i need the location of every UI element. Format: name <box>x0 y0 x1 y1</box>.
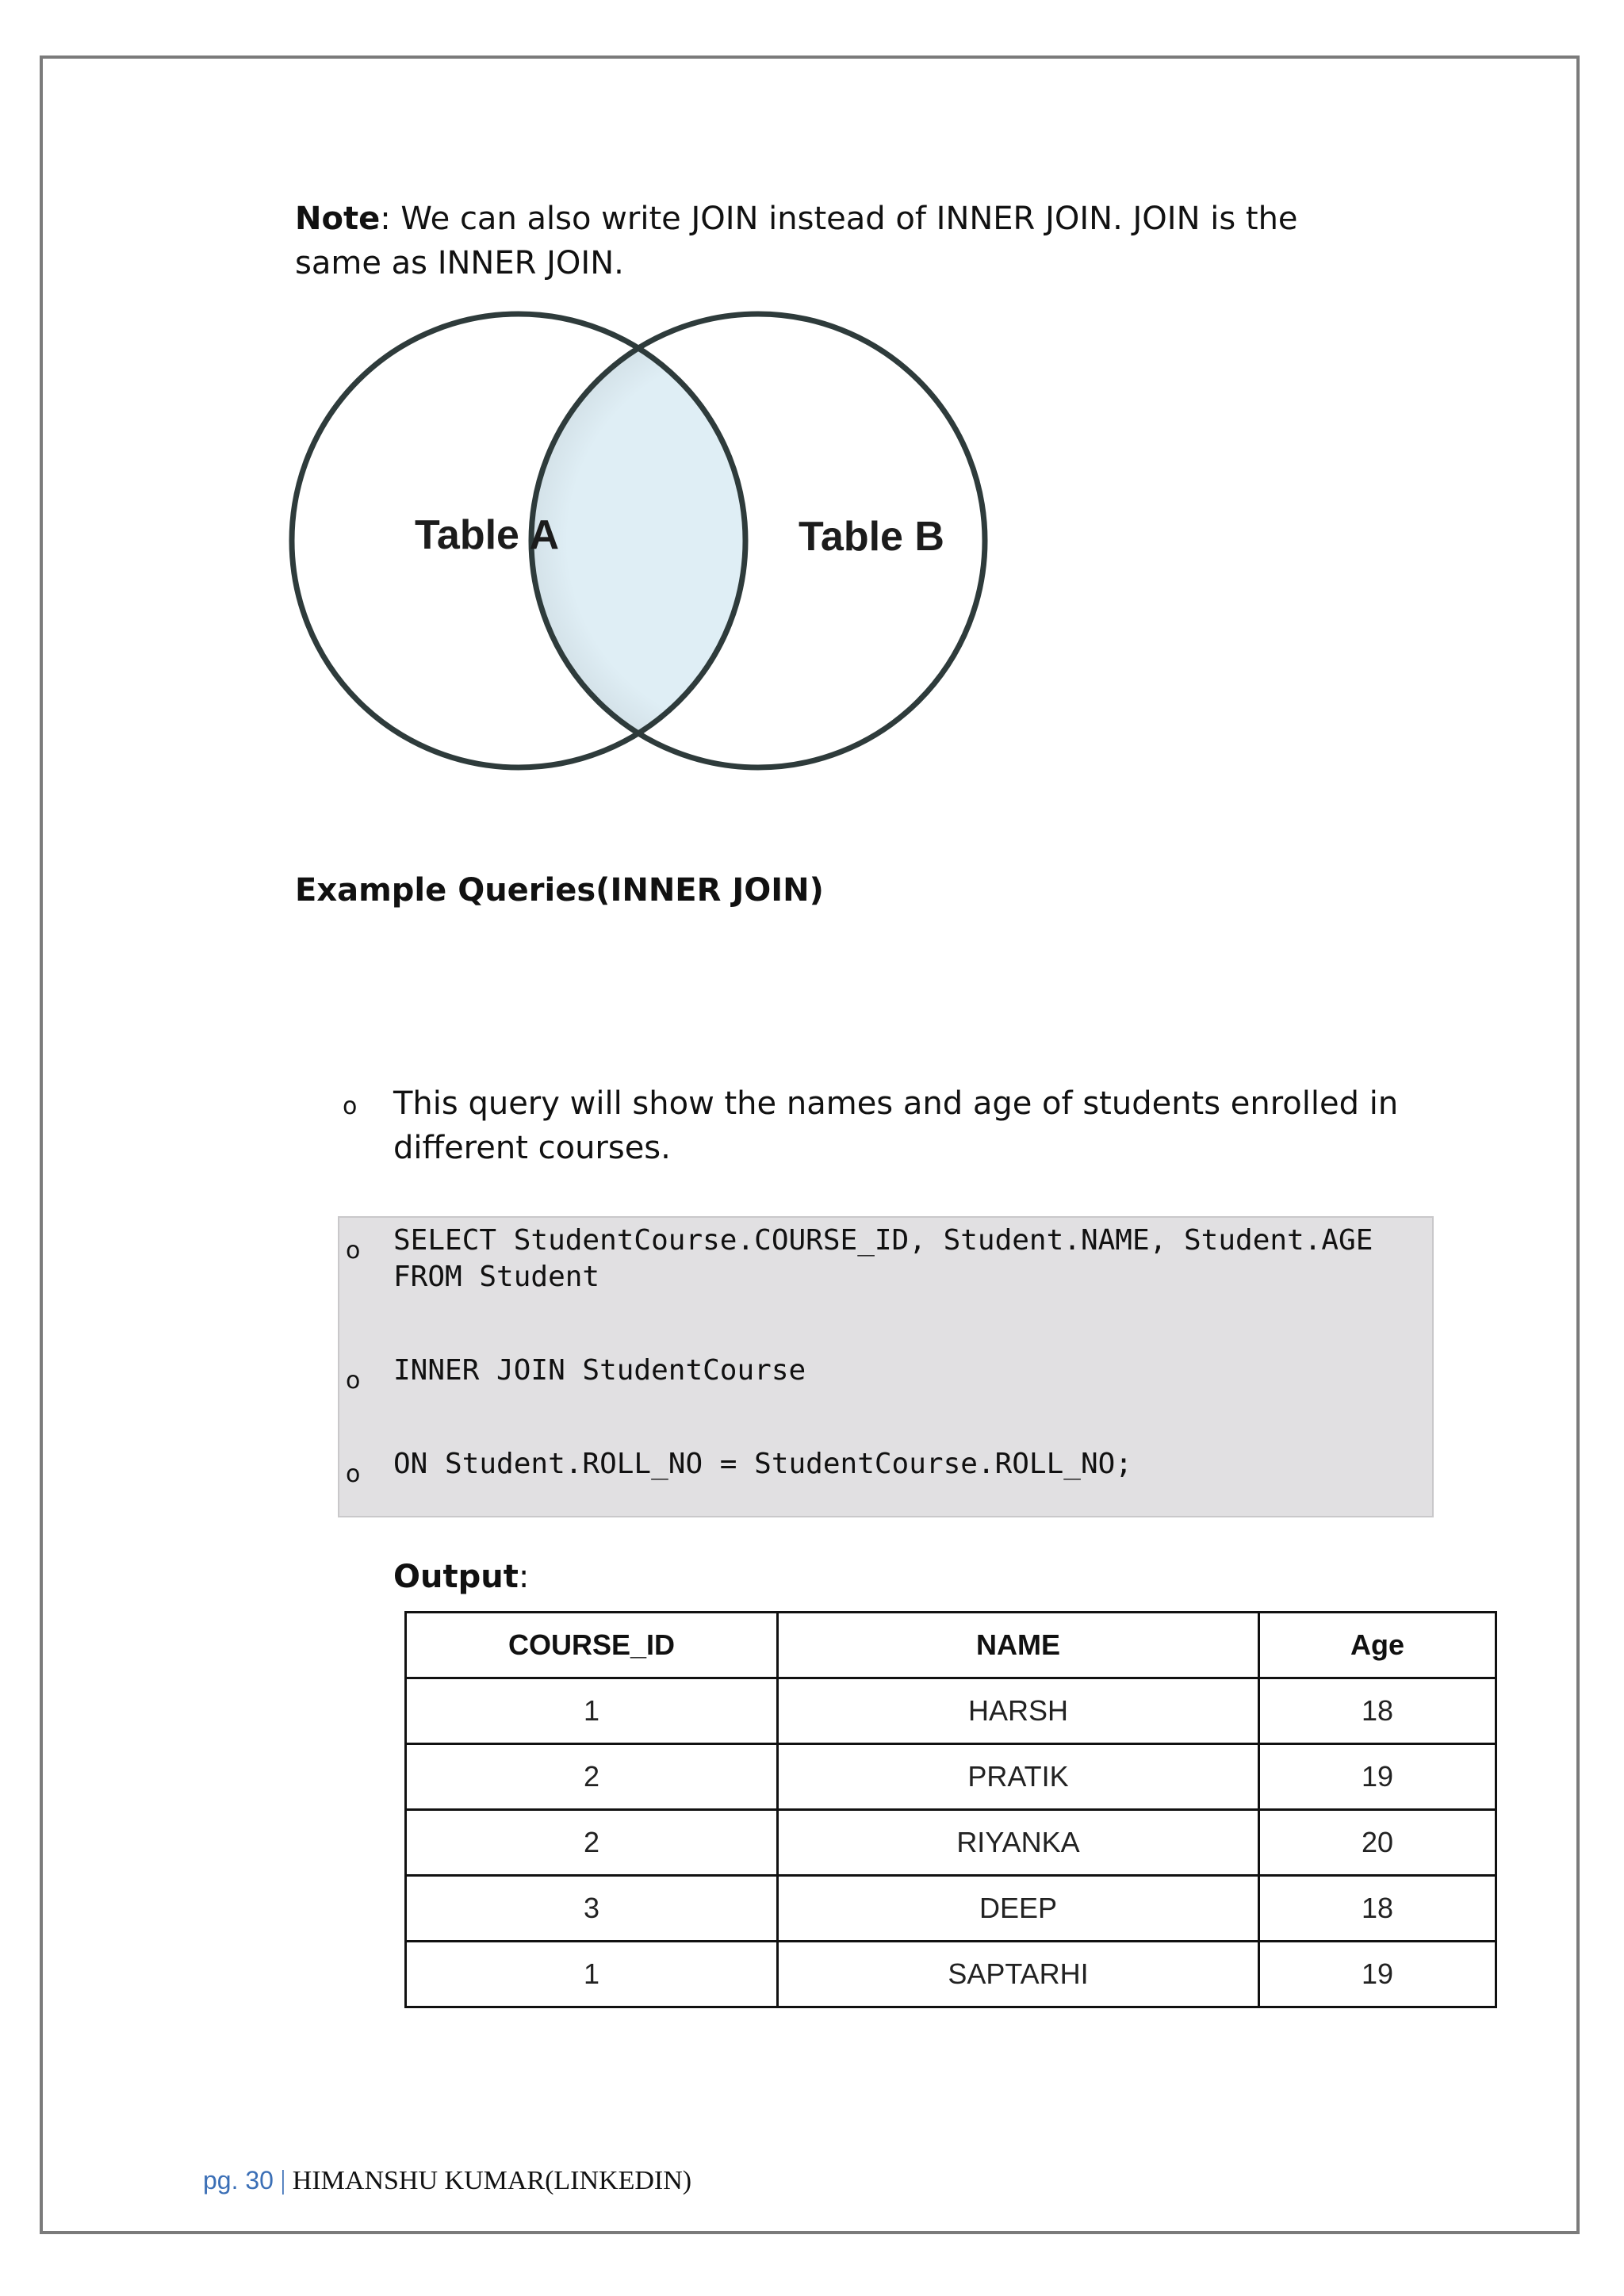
code-marker: o <box>346 1367 361 1395</box>
note-paragraph <box>295 197 1389 285</box>
footer-separator: | <box>280 2166 286 2195</box>
note-label: Note <box>295 201 381 237</box>
table-cell-age: 19 <box>1259 1942 1496 2007</box>
table-cell-age: 20 <box>1259 1810 1496 1876</box>
code-marker: o <box>346 1460 361 1488</box>
table-cell-age: 18 <box>1259 1678 1496 1744</box>
venn-diagram <box>285 301 999 793</box>
table-cell-course-id: 1 <box>406 1678 778 1744</box>
section-title: Example Queries(INNER JOIN) <box>295 872 824 909</box>
output-table <box>404 1611 1497 2008</box>
table-row <box>406 1678 1496 1744</box>
table-header-name: NAME <box>778 1613 1259 1678</box>
table-row <box>406 1744 1496 1810</box>
bullet-text: This query will show the names and age of students enrolled in different courses. <box>393 1085 1399 1166</box>
output-label-text: Output <box>393 1559 519 1595</box>
table-row <box>406 1810 1496 1876</box>
code-block <box>338 1216 1434 1517</box>
venn-label-table-b: Table B <box>799 514 944 560</box>
table-header-age: Age <box>1259 1613 1496 1678</box>
code-marker: o <box>346 1237 361 1265</box>
table-row <box>406 1876 1496 1942</box>
table-cell-course-id: 3 <box>406 1876 778 1942</box>
table-cell-name: PRATIK <box>778 1744 1259 1810</box>
venn-label-table-a: Table A <box>415 512 560 558</box>
table-cell-age: 18 <box>1259 1876 1496 1942</box>
page-footer <box>203 2166 691 2196</box>
code-text: SELECT StudentCourse.COURSE_ID, Student.NAME, Student.AGE FROM Student <box>393 1224 1391 1293</box>
table-cell-name: DEEP <box>778 1876 1259 1942</box>
output-label-suffix: : <box>518 1559 530 1595</box>
table-header-course-id: COURSE_ID <box>406 1613 778 1678</box>
table-cell-course-id: 1 <box>406 1942 778 2007</box>
table-cell-name: RIYANKA <box>778 1810 1259 1876</box>
table-cell-course-id: 2 <box>406 1744 778 1810</box>
code-text: INNER JOIN StudentCourse <box>393 1354 806 1387</box>
table-row <box>406 1942 1496 2007</box>
table-cell-name: HARSH <box>778 1678 1259 1744</box>
note-text: : We can also write JOIN instead of INNER JOIN. JOIN is the same as INNER JOIN. <box>295 201 1298 281</box>
table-cell-age: 19 <box>1259 1744 1496 1810</box>
table-header-row <box>406 1613 1496 1678</box>
code-text: ON Student.ROLL_NO = StudentCourse.ROLL_NO; <box>393 1448 1132 1480</box>
page-number: pg. 30 <box>203 2166 274 2195</box>
bullet-marker: o <box>343 1093 358 1120</box>
output-label <box>393 1559 529 1595</box>
table-cell-course-id: 2 <box>406 1810 778 1876</box>
footer-author: HIMANSHU KUMAR(LINKEDIN) <box>292 2166 692 2195</box>
table-cell-name: SAPTARHI <box>778 1942 1259 2007</box>
